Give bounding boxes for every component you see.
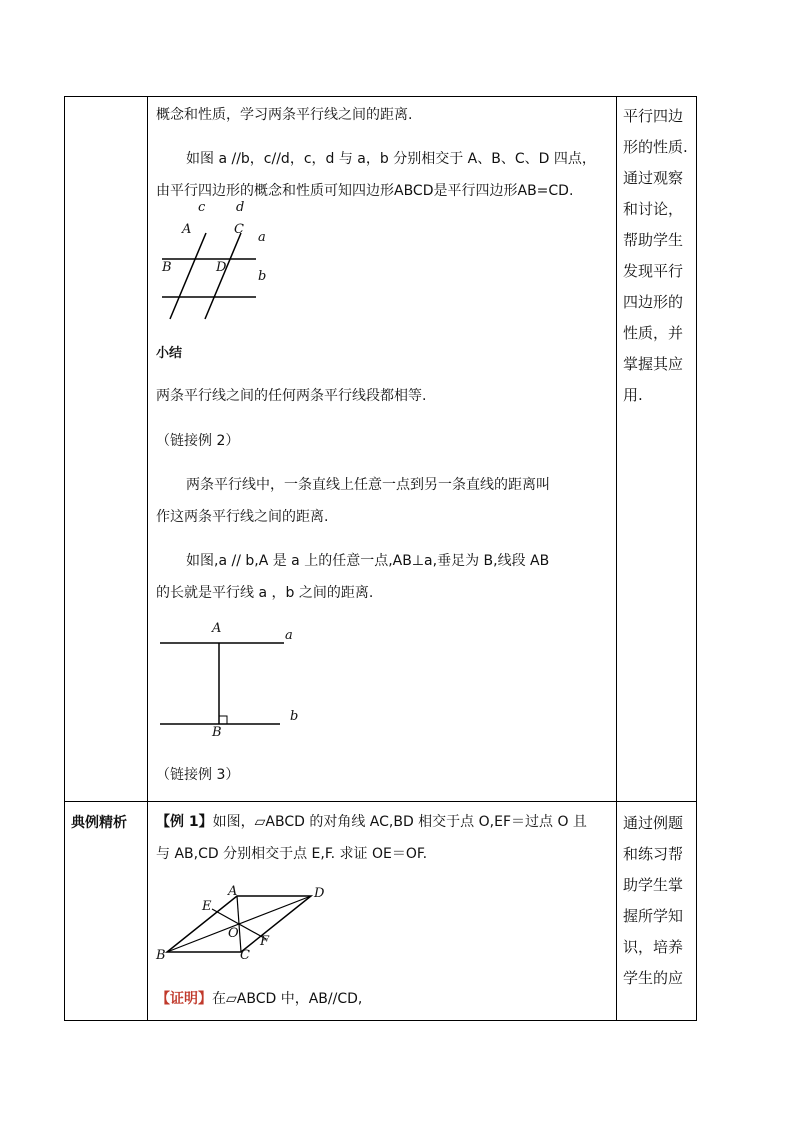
- fig3-label-O: O: [228, 926, 239, 941]
- paragraph-line: 如图,a // b,A 是 a 上的任意一点,AB⊥a,垂足为 B,线段 AB: [186, 553, 550, 569]
- row2-label-cell: [65, 802, 148, 1021]
- note-line: 发现平行: [623, 262, 684, 280]
- row1-note-cell: [617, 97, 697, 802]
- note-line: 和练习帮: [623, 845, 684, 863]
- note-line: 握所学知: [623, 907, 684, 925]
- note-line: 形的性质.: [623, 138, 688, 156]
- fig3-label-F: F: [260, 934, 270, 949]
- example-text: 如图，▱ABCD 的对角线 AC,BD 相交于点 O,EF＝过点 O 且: [212, 814, 587, 830]
- fig1-label-C: C: [234, 222, 244, 237]
- note-line: 识，培养: [623, 938, 684, 956]
- row2-note-cell: [617, 802, 697, 1021]
- note-line: 通过例题: [623, 814, 684, 832]
- fig1-label-d: d: [236, 200, 245, 215]
- fig2-label-B: B: [212, 725, 222, 740]
- paragraph-line: 作这两条平行线之间的距离.: [156, 509, 329, 525]
- note-line: 通过观察: [623, 169, 684, 187]
- fig1-label-D: D: [216, 260, 227, 275]
- link-example-2: （链接例 2）: [156, 433, 240, 449]
- note-line: 四边形的: [623, 293, 684, 311]
- note-line: 助学生掌: [623, 876, 684, 894]
- fig2-label-b: b: [290, 709, 299, 724]
- paragraph-line: 如图 a //b，c//d，c，d 与 a，b 分别相交于 A、B、C、D 四点，: [186, 151, 596, 167]
- fig1-label-b: b: [258, 269, 267, 284]
- distance-figure: [148, 617, 298, 747]
- summary-text: 两条平行线之间的任何两条平行线段都相等.: [156, 388, 427, 404]
- proof-line: [156, 988, 362, 1008]
- example-line: [156, 811, 587, 831]
- note-line: 帮助学生: [623, 231, 684, 249]
- row2-content-cell: [148, 802, 617, 1021]
- paragraph-line: 由平行四边形的概念和性质可知四边形ABCD是平行四边形AB=CD.: [156, 183, 574, 199]
- fig1-label-A: A: [182, 222, 192, 237]
- example-line: 与 AB,CD 分别相交于点 E,F. 求证 OE＝OF.: [156, 846, 428, 862]
- proof-text: 在▱ABCD 中，AB//CD,: [212, 991, 363, 1007]
- fig1-label-c: c: [198, 200, 206, 215]
- summary-title: 小结: [156, 346, 183, 361]
- link-example-3: （链接例 3）: [156, 767, 240, 783]
- fig3-label-E: E: [202, 899, 212, 914]
- paragraph-line: 两条平行线中，一条直线上任意一点到另一条直线的距离叫: [186, 477, 550, 493]
- fig1-label-B: B: [162, 260, 172, 275]
- row1-content-cell: [148, 97, 617, 802]
- fig2-label-a: a: [285, 628, 293, 643]
- fig3-label-B: B: [156, 948, 166, 963]
- lesson-table: [64, 96, 697, 1021]
- intro-line: 概念和性质，学习两条平行线之间的距离.: [156, 107, 413, 123]
- fig2-label-A: A: [212, 621, 222, 636]
- row1-label-cell: [65, 97, 148, 802]
- proof-tag: 【证明】: [156, 991, 212, 1007]
- fig3-label-D: D: [314, 886, 325, 901]
- teaching-note: [617, 97, 696, 411]
- note-line: 性质，并: [623, 324, 684, 342]
- note-line: 用.: [623, 386, 643, 404]
- fig1-label-a: a: [258, 230, 266, 245]
- fig3-label-C: C: [240, 948, 250, 963]
- paragraph-line: 的长就是平行线 a ，b 之间的距离.: [156, 585, 374, 601]
- example-tag: 【例 1】: [156, 814, 213, 830]
- note-line: 掌握其应: [623, 355, 684, 373]
- note-line: 平行四边: [623, 107, 684, 125]
- table-row: [65, 97, 697, 802]
- note-line: 学生的应: [623, 969, 684, 987]
- teaching-note: [617, 802, 696, 994]
- note-line: 和讨论，: [623, 200, 684, 218]
- fig3-label-A: A: [228, 884, 238, 899]
- table-row: [65, 802, 697, 1021]
- section-label: 典例精析: [71, 815, 127, 831]
